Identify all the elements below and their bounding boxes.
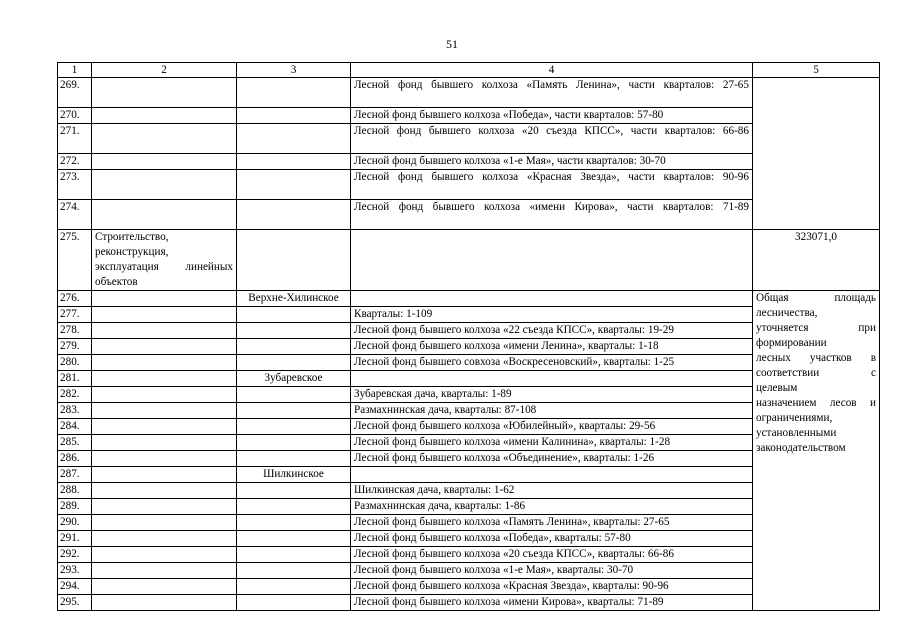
quarters-cell: Лесной фонд бывшего колхоза «имени Кирова», кварталы: 71-89 <box>351 595 753 611</box>
forestry-district-cell <box>237 387 351 403</box>
forestry-district-cell <box>237 124 351 154</box>
row-number: 282. <box>58 387 92 403</box>
forestry-district-cell <box>237 230 351 291</box>
row-number: 281. <box>58 371 92 387</box>
purpose-line: Строительство, <box>95 231 169 243</box>
row-number: 295. <box>58 595 92 611</box>
quarters-cell: Лесной фонд бывшего колхоза «Красная Звезда», части кварталов: 90-96 <box>351 170 753 200</box>
purpose-cell <box>92 403 237 419</box>
forestry-district-cell <box>237 323 351 339</box>
row-number: 269. <box>58 78 92 108</box>
purpose-cell <box>92 595 237 611</box>
quarters-cell: Зубаревская дача, кварталы: 1-89 <box>351 387 753 403</box>
quarters-cell: Лесной фонд бывшего колхоза «22 съезда КПСС», кварталы: 19-29 <box>351 323 753 339</box>
purpose-cell <box>92 200 237 230</box>
forestry-district-cell <box>237 579 351 595</box>
forestry-district-cell <box>237 419 351 435</box>
quarters-cell: Лесной фонд бывшего колхоза «Память Ленина», кварталы: 27-65 <box>351 515 753 531</box>
quarters-cell: Лесной фонд бывшего колхоза «Красная Звезда», кварталы: 90-96 <box>351 579 753 595</box>
forestry-district-cell <box>237 435 351 451</box>
row-number: 273. <box>58 170 92 200</box>
quarters-cell: Лесной фонд бывшего совхоза «Воскресеновский», кварталы: 1-25 <box>351 355 753 371</box>
purpose-cell <box>92 371 237 387</box>
purpose-cell <box>92 547 237 563</box>
row-number: 276. <box>58 291 92 307</box>
column-header: 4 <box>351 63 753 78</box>
purpose-cell <box>92 307 237 323</box>
area-note-line: лесных участков в <box>756 352 876 364</box>
area-note-line: законодательством <box>756 442 846 454</box>
quarters-cell <box>351 371 753 387</box>
row-number: 284. <box>58 419 92 435</box>
quarters-cell <box>351 291 753 307</box>
purpose-cell <box>92 563 237 579</box>
quarters-cell: Шилкинская дача, кварталы: 1-62 <box>351 483 753 499</box>
purpose-cell <box>92 467 237 483</box>
forestry-district-cell <box>237 355 351 371</box>
quarters-cell <box>351 467 753 483</box>
purpose-cell <box>92 387 237 403</box>
row-number: 286. <box>58 451 92 467</box>
area-note-line: установленными <box>756 427 837 439</box>
forestry-district-cell <box>237 595 351 611</box>
row-number: 277. <box>58 307 92 323</box>
purpose-cell <box>92 291 237 307</box>
row-number: 278. <box>58 323 92 339</box>
purpose-cell <box>92 154 237 170</box>
row-number: 287. <box>58 467 92 483</box>
column-header: 5 <box>753 63 880 78</box>
forestry-district-cell <box>237 531 351 547</box>
purpose-cell <box>92 323 237 339</box>
quarters-cell: Лесной фонд бывшего колхоза «Победа», кварталы: 57-80 <box>351 531 753 547</box>
forestry-district-cell <box>237 515 351 531</box>
area-cell <box>753 78 880 230</box>
area-note-line: соответствии с <box>756 367 876 379</box>
area-note-line: лесничества, <box>756 307 818 319</box>
forestry-district-cell <box>237 451 351 467</box>
forestry-district-cell <box>237 154 351 170</box>
table-row <box>58 291 880 307</box>
quarters-cell <box>351 230 753 291</box>
purpose-cell <box>92 451 237 467</box>
area-note-line: ограничениями, <box>756 412 833 424</box>
quarters-cell: Лесной фонд бывшего колхоза «Память Ленина», части кварталов: 27-65 <box>351 78 753 108</box>
row-number: 271. <box>58 124 92 154</box>
table-row <box>58 230 880 291</box>
table-header-row <box>58 63 880 78</box>
purpose-cell <box>92 355 237 371</box>
row-number: 274. <box>58 200 92 230</box>
forestry-district-cell <box>237 483 351 499</box>
quarters-cell: Лесной фонд бывшего колхоза «20 съезда КПСС», кварталы: 66-86 <box>351 547 753 563</box>
quarters-cell: Размахнинская дача, кварталы: 87-108 <box>351 403 753 419</box>
column-header: 3 <box>237 63 351 78</box>
quarters-cell: Лесной фонд бывшего колхоза «1-е Мая», кварталы: 30-70 <box>351 563 753 579</box>
purpose-line: реконструкция, <box>95 246 169 258</box>
forestry-district-cell <box>237 307 351 323</box>
table-body <box>58 78 880 611</box>
page-number: 51 <box>446 37 458 51</box>
forestry-district-cell <box>237 170 351 200</box>
row-number: 294. <box>58 579 92 595</box>
column-header: 1 <box>58 63 92 78</box>
purpose-cell <box>92 230 237 291</box>
forestry-district-cell <box>237 200 351 230</box>
purpose-cell <box>92 579 237 595</box>
forestry-district-cell <box>237 547 351 563</box>
table-row <box>58 78 880 108</box>
area-note <box>753 291 880 611</box>
quarters-cell: Лесной фонд бывшего колхоза «имени Кирова», части кварталов: 71-89 <box>351 200 753 230</box>
row-number: 283. <box>58 403 92 419</box>
quarters-cell: Лесной фонд бывшего колхоза «1-е Мая», части кварталов: 30-70 <box>351 154 753 170</box>
forestry-district-cell <box>237 339 351 355</box>
area-note-line: Общая площадь <box>756 292 876 304</box>
purpose-cell <box>92 435 237 451</box>
row-number: 292. <box>58 547 92 563</box>
area-note-line: формировании <box>756 337 827 349</box>
row-number: 272. <box>58 154 92 170</box>
purpose-cell <box>92 339 237 355</box>
area-note-line: назначением лесов и <box>756 397 876 409</box>
area-note-line: уточняется при <box>756 322 876 334</box>
forestry-district-cell <box>237 499 351 515</box>
forestry-district-cell <box>237 403 351 419</box>
quarters-cell: Размахнинская дача, кварталы: 1-86 <box>351 499 753 515</box>
quarters-cell: Лесной фонд бывшего колхоза «имени Калинина», кварталы: 1-28 <box>351 435 753 451</box>
quarters-cell: Лесной фонд бывшего колхоза «Победа», части кварталов: 57-80 <box>351 108 753 124</box>
purpose-cell <box>92 531 237 547</box>
forestry-district-cell: Зубаревское <box>237 371 351 387</box>
purpose-cell <box>92 499 237 515</box>
purpose-line: эксплуатация линейных <box>95 261 233 273</box>
purpose-cell <box>92 108 237 124</box>
purpose-cell <box>92 515 237 531</box>
purpose-cell <box>92 483 237 499</box>
purpose-cell <box>92 170 237 200</box>
column-header: 2 <box>92 63 237 78</box>
row-number: 289. <box>58 499 92 515</box>
purpose-cell <box>92 124 237 154</box>
forestry-district-cell <box>237 78 351 108</box>
purpose-cell <box>92 78 237 108</box>
area-note-line: целевым <box>756 382 798 394</box>
quarters-cell: Лесной фонд бывшего колхоза «имени Ленина», кварталы: 1-18 <box>351 339 753 355</box>
row-number: 285. <box>58 435 92 451</box>
quarters-cell: Лесной фонд бывшего колхоза «20 съезда КПСС», части кварталов: 66-86 <box>351 124 753 154</box>
forestry-district-cell <box>237 108 351 124</box>
row-number: 293. <box>58 563 92 579</box>
quarters-cell: Лесной фонд бывшего колхоза «Объединение», кварталы: 1-26 <box>351 451 753 467</box>
forestry-district-cell: Верхне-Хилинское <box>237 291 351 307</box>
forestry-district-cell <box>237 563 351 579</box>
row-number: 275. <box>58 230 92 291</box>
area-value: 323071,0 <box>753 230 880 291</box>
row-number: 270. <box>58 108 92 124</box>
forest-fund-table <box>57 62 880 611</box>
quarters-cell: Кварталы: 1-109 <box>351 307 753 323</box>
purpose-line: объектов <box>95 276 138 288</box>
forestry-district-cell: Шилкинское <box>237 467 351 483</box>
purpose-cell <box>92 419 237 435</box>
row-number: 290. <box>58 515 92 531</box>
row-number: 280. <box>58 355 92 371</box>
quarters-cell: Лесной фонд бывшего колхоза «Юбилейный», кварталы: 29-56 <box>351 419 753 435</box>
row-number: 288. <box>58 483 92 499</box>
row-number: 279. <box>58 339 92 355</box>
row-number: 291. <box>58 531 92 547</box>
